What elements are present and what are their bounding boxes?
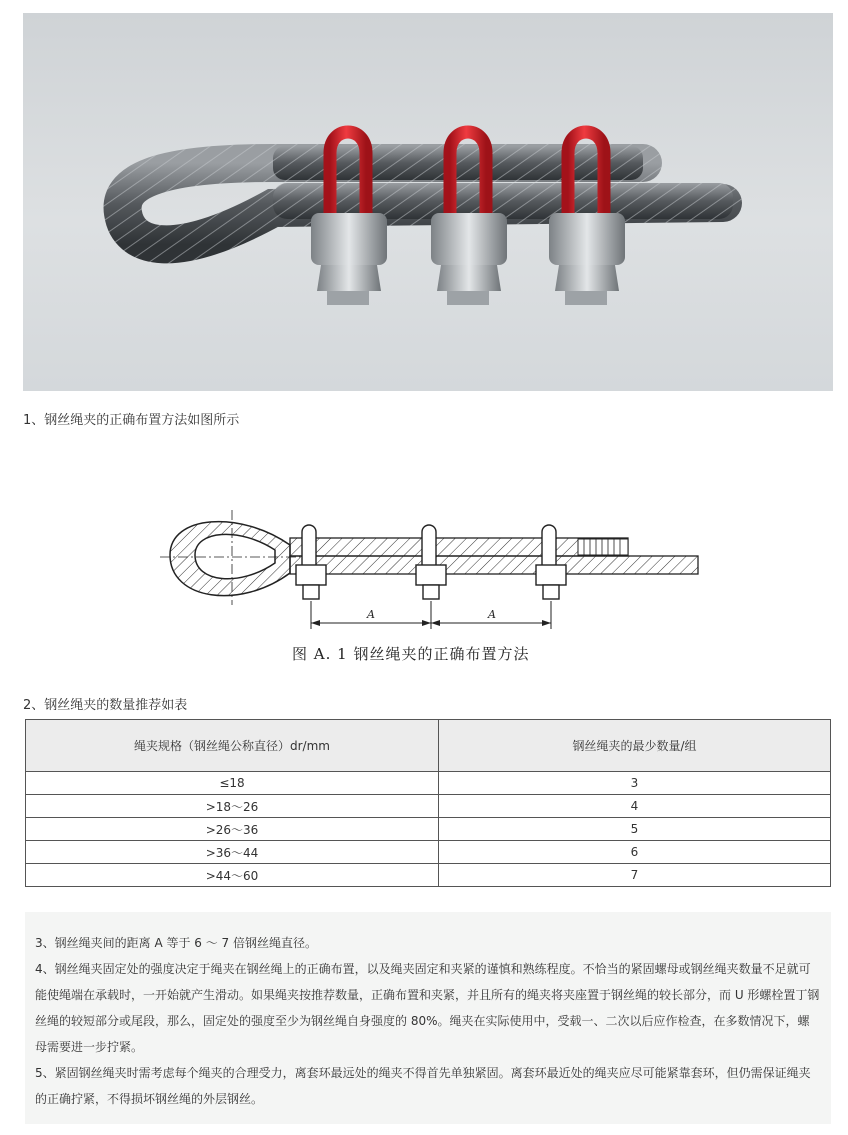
header-spec: 绳夹规格（钢丝绳公称直径）dr/mm <box>26 720 439 772</box>
header-min-quantity: 钢丝绳夹的最少数量/组 <box>439 720 831 772</box>
notes-panel <box>25 912 831 1124</box>
wire-rope-clamps-illustration <box>23 13 833 391</box>
cell-quantity: 5 <box>439 818 831 841</box>
note-5: 5、紧固钢丝绳夹时需考虑每个绳夹的合理受力，离套环最远处的绳夹不得首先单独紧固。离套环最近处的绳夹应尽可能紧靠套环，但仍需保证绳夹的正确拧紧，不得损坏钢丝绳的外层钢丝。 <box>35 1066 811 1106</box>
note-4: 4、钢丝绳夹固定处的强度决定于绳夹在钢丝绳上的正确布置，以及绳夹固定和夹紧的谨慎和熟练程度。不恰当的紧固螺母或钢丝绳夹数量不足就可能使绳端在承载时，一开始就产生滑动。如果绳夹按推荐数量，正确布置和夹紧，并且所有的绳夹将夹座置于钢丝绳的较长部分，而 U 形螺栓置丁钢丝绳的较短部分或尾段，那么，固定处的强度至少为钢丝绳自身强度的 80%。绳夹在实际使用中，受载一、二次以后应作检查，在多数情况下，螺母需要进一步拧紧。 <box>35 962 820 1054</box>
cell-spec: ≤18 <box>26 772 439 795</box>
product-photo <box>23 13 833 391</box>
dimension-label-a-1: A <box>367 608 375 621</box>
table-row <box>26 864 831 887</box>
section-2-title: 2、钢丝绳夹的数量推荐如表 <box>23 698 188 713</box>
cell-quantity: 3 <box>439 772 831 795</box>
cell-spec: >26～36 <box>26 818 439 841</box>
clamp-quantity-table <box>25 719 831 887</box>
cell-quantity: 6 <box>439 841 831 864</box>
cell-spec: >36～44 <box>26 841 439 864</box>
dimension-label-a-2: A <box>488 608 496 621</box>
table-row <box>26 818 831 841</box>
cell-spec: >18～26 <box>26 795 439 818</box>
figure-caption: 图 A. 1 钢丝绳夹的正确布置方法 <box>292 645 530 663</box>
table-row <box>26 841 831 864</box>
table-row <box>26 795 831 818</box>
cell-quantity: 7 <box>439 864 831 887</box>
section-1-title: 1、钢丝绳夹的正确布置方法如图所示 <box>23 413 240 428</box>
table-row <box>26 772 831 795</box>
cell-quantity: 4 <box>439 795 831 818</box>
note-3: 3、钢丝绳夹间的距离 A 等于 6 ～ 7 倍钢丝绳直径。 <box>35 936 318 950</box>
cell-spec: >44～60 <box>26 864 439 887</box>
table-header-row <box>26 720 831 772</box>
